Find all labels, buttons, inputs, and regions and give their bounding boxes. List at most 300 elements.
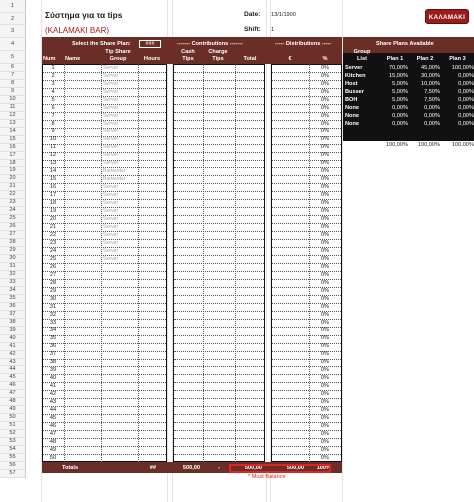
tip-share-group-cell[interactable]: Bartender <box>103 176 126 183</box>
percent-cell: 0% <box>320 287 329 294</box>
tip-share-group-cell[interactable]: Server <box>103 152 119 159</box>
row-line <box>174 382 264 383</box>
plan-3-cell: 0,00% <box>458 104 474 111</box>
plan-3-cell: 0,00% <box>458 80 474 87</box>
row-number: 42 <box>49 391 57 398</box>
row-header[interactable]: 9 <box>0 88 26 96</box>
percent-cell: 0% <box>320 351 329 358</box>
row-line <box>174 104 264 105</box>
row-line <box>272 136 341 137</box>
row-line <box>174 207 264 208</box>
totals-charge: - <box>218 465 220 471</box>
must-balance-note: * Must Balance <box>248 474 286 480</box>
row-line <box>174 247 264 248</box>
row-number: 12 <box>49 152 57 159</box>
column-line <box>101 64 102 462</box>
col-group-2: Group <box>109 56 127 62</box>
row-line <box>272 351 341 352</box>
row-number: 34 <box>49 327 57 334</box>
row-line <box>174 231 264 232</box>
percent-cell: 0% <box>320 407 329 414</box>
plan-group-cell: None <box>345 104 359 111</box>
row-line <box>272 271 341 272</box>
percent-cell: 0% <box>320 430 329 437</box>
row-header[interactable]: 6 <box>0 64 26 72</box>
row-header[interactable]: 43 <box>0 359 26 367</box>
plan-2-cell: 7,50% <box>424 96 440 103</box>
plan-1-cell: 0,00% <box>392 112 408 119</box>
row-header[interactable]: 2 <box>0 13 26 26</box>
percent-cell: 0% <box>320 231 329 238</box>
row-number: 48 <box>49 438 57 445</box>
row-number: 8 <box>51 120 55 127</box>
row-line <box>174 88 264 89</box>
plan-3-total: 100,00% <box>451 142 474 148</box>
row-line <box>174 128 264 129</box>
tip-share-group-cell[interactable]: Server <box>103 239 119 246</box>
share-plans-title: Share Plans Available <box>376 41 434 47</box>
share-plan-selector[interactable]: ### <box>139 40 161 48</box>
tip-share-group-cell[interactable]: Server <box>103 160 119 167</box>
row-header[interactable]: 50 <box>0 414 26 422</box>
tip-share-group-cell[interactable]: Server <box>103 136 119 143</box>
tip-share-group-cell[interactable]: Server <box>103 184 119 191</box>
percent-cell: 0% <box>320 375 329 382</box>
percent-cell: 0% <box>320 96 329 103</box>
percent-cell: 0% <box>320 239 329 246</box>
plan-1-cell: 5,00% <box>392 96 408 103</box>
row-number: 28 <box>49 279 57 286</box>
tip-share-group-cell[interactable]: Server <box>103 112 119 119</box>
row-header[interactable]: 23 <box>0 199 26 207</box>
row-line <box>272 160 341 161</box>
row-number: 2 <box>51 72 55 79</box>
col-percent: % <box>322 56 328 62</box>
row-header[interactable]: 11 <box>0 104 26 112</box>
percent-cell: 0% <box>320 367 329 374</box>
tip-share-group-cell[interactable]: Server <box>103 216 119 223</box>
totals-euro: 500,00 <box>286 465 304 471</box>
row-line <box>174 311 264 312</box>
row-line <box>174 287 264 288</box>
tip-share-group-cell[interactable]: Server <box>103 80 119 87</box>
row-header[interactable]: 20 <box>0 175 26 183</box>
tip-share-group-cell[interactable]: Server <box>103 104 119 111</box>
row-number: 44 <box>49 407 57 414</box>
row-header[interactable]: 53 <box>0 438 26 446</box>
row-header[interactable]: 25 <box>0 215 26 223</box>
plan-2-cell: 10,00% <box>421 80 440 87</box>
row-header[interactable]: 3 <box>0 25 26 38</box>
row-line <box>272 287 341 288</box>
row-number: 41 <box>49 383 57 390</box>
row-line <box>174 438 264 439</box>
plan-group-cell: None <box>345 120 359 127</box>
percent-cell: 0% <box>320 255 329 262</box>
row-header[interactable]: 26 <box>0 223 26 231</box>
percent-cell: 0% <box>320 399 329 406</box>
row-line <box>174 223 264 224</box>
percent-cell: 0% <box>320 168 329 175</box>
row-number: 16 <box>49 184 57 191</box>
row-line <box>174 72 264 73</box>
row-line <box>174 175 264 176</box>
row-header[interactable]: 57 <box>0 470 26 478</box>
row-number: 21 <box>49 224 57 230</box>
plan-3-cell: 0,00% <box>458 96 474 103</box>
row-header[interactable]: 44 <box>0 366 26 374</box>
row-header[interactable]: 24 <box>0 207 26 215</box>
row-line <box>174 359 264 360</box>
row-line <box>272 414 341 415</box>
row-line <box>272 454 341 455</box>
row-header[interactable]: 34 <box>0 287 26 295</box>
row-line <box>174 271 264 272</box>
row-header[interactable]: 33 <box>0 279 26 287</box>
row-line <box>174 335 264 336</box>
row-number: 39 <box>49 367 57 374</box>
row-header[interactable]: 18 <box>0 160 26 168</box>
column-line <box>64 64 65 462</box>
plan-group-cell: None <box>345 112 359 119</box>
row-header[interactable]: 17 <box>0 152 26 160</box>
row-number: 13 <box>49 160 57 167</box>
row-line <box>272 390 341 391</box>
tip-share-group-cell[interactable]: Server <box>103 120 119 127</box>
plan-1-cell: 70,00% <box>389 64 408 71</box>
row-line <box>174 199 264 200</box>
row-number: 40 <box>49 375 57 382</box>
percent-cell: 0% <box>320 64 329 71</box>
select-plan-label: Select the Share Plan: <box>72 41 131 47</box>
row-number: 43 <box>49 399 57 406</box>
plan-2-cell: 0,00% <box>424 112 440 119</box>
row-number: 38 <box>49 359 57 366</box>
row-line <box>174 343 264 344</box>
row-header[interactable]: 13 <box>0 120 26 128</box>
row-line <box>272 96 341 97</box>
row-line <box>174 152 264 153</box>
row-line <box>174 374 264 375</box>
row-header[interactable]: 14 <box>0 128 26 136</box>
tip-share-group-cell[interactable]: Bartender <box>103 168 126 175</box>
must-balance-highlight <box>229 464 331 473</box>
percent-cell: 0% <box>320 128 329 135</box>
row-line <box>174 446 264 447</box>
row-header[interactable]: 29 <box>0 247 26 255</box>
row-header[interactable]: 32 <box>0 271 26 279</box>
row-line <box>272 112 341 113</box>
row-line <box>174 303 264 304</box>
row-number: 3 <box>51 80 55 87</box>
row-header[interactable]: 30 <box>0 255 26 263</box>
plan-1-header: Plan 1 <box>386 56 404 62</box>
row-line <box>174 366 264 367</box>
tip-share-group-cell[interactable]: Server <box>103 144 119 151</box>
tip-share-group-cell[interactable]: Server <box>103 88 119 95</box>
row-line <box>174 136 264 137</box>
row-line <box>174 255 264 256</box>
row-header[interactable]: 51 <box>0 422 26 430</box>
percent-cell: 0% <box>320 160 329 167</box>
tip-share-group-cell[interactable]: Server <box>103 224 119 230</box>
percent-cell: 0% <box>320 311 329 318</box>
row-header[interactable]: 10 <box>0 96 26 104</box>
row-number: 25 <box>49 255 57 262</box>
row-line <box>174 414 264 415</box>
row-line <box>272 128 341 129</box>
row-number: 36 <box>49 343 57 350</box>
percent-cell: 0% <box>320 438 329 445</box>
kalamaki-logo: ΚΑΛΑΜΑΚΙ <box>425 9 469 24</box>
tip-share-group-cell[interactable]: Server <box>103 72 119 79</box>
row-line <box>272 72 341 73</box>
row-line <box>272 104 341 105</box>
row-number: 17 <box>49 192 57 199</box>
row-line <box>272 366 341 367</box>
row-number: 19 <box>49 208 57 215</box>
tip-share-group-cell[interactable]: Server <box>103 128 119 135</box>
row-line <box>174 295 264 296</box>
row-header[interactable]: 31 <box>0 263 26 271</box>
row-number: 50 <box>49 454 57 461</box>
row-line <box>174 215 264 216</box>
row-line <box>272 422 341 423</box>
tip-share-group-cell[interactable]: Server <box>103 96 119 103</box>
col-name: Name <box>65 56 81 62</box>
row-header[interactable]: 27 <box>0 231 26 239</box>
row-header[interactable]: 56 <box>0 462 26 470</box>
row-number: 32 <box>49 311 57 318</box>
percent-cell: 0% <box>320 192 329 199</box>
col-num: Num <box>43 56 56 62</box>
plan-3-cell: 0,00% <box>458 72 474 79</box>
date-value[interactable]: 13/1/1900 <box>271 12 296 18</box>
row-header[interactable]: 7 <box>0 72 26 80</box>
row-number: 6 <box>51 104 55 111</box>
percent-cell: 0% <box>320 303 329 310</box>
row-header[interactable]: 40 <box>0 335 26 343</box>
row-header[interactable]: 4 <box>0 38 26 51</box>
percent-cell: 0% <box>320 383 329 390</box>
row-line <box>272 247 341 248</box>
row-line <box>272 327 341 328</box>
row-line <box>174 120 264 121</box>
percent-cell: 0% <box>320 271 329 278</box>
row-line <box>272 191 341 192</box>
col-charge-1: Charge <box>208 49 228 55</box>
col-total: Total <box>243 56 257 62</box>
row-line <box>174 183 264 184</box>
percent-cell: 0% <box>320 144 329 151</box>
tip-share-group-cell[interactable]: Server <box>103 64 119 71</box>
row-number: 14 <box>49 168 57 175</box>
row-header[interactable]: 49 <box>0 406 26 414</box>
row-line <box>272 199 341 200</box>
col-cash-1: Cash <box>181 49 195 55</box>
row-header[interactable]: 15 <box>0 136 26 144</box>
row-header[interactable]: 37 <box>0 311 26 319</box>
tip-share-group-cell[interactable]: Server <box>103 247 119 254</box>
row-number: 11 <box>50 144 56 151</box>
totals-total: 500,00 <box>244 465 262 471</box>
row-line <box>174 398 264 399</box>
row-line <box>174 96 264 97</box>
row-line <box>272 263 341 264</box>
row-number: 15 <box>49 176 57 183</box>
row-number: 22 <box>49 231 57 238</box>
row-line <box>272 343 341 344</box>
percent-cell: 0% <box>320 446 329 453</box>
row-line <box>174 454 264 455</box>
percent-cell: 0% <box>320 200 329 207</box>
row-header[interactable]: 36 <box>0 303 26 311</box>
row-header[interactable]: 5 <box>0 51 26 64</box>
row-header[interactable]: 19 <box>0 167 26 175</box>
percent-cell: 0% <box>320 208 329 215</box>
row-line <box>272 382 341 383</box>
plan-1-cell: 15,00% <box>389 72 408 79</box>
col-group-1: Tip Share <box>105 49 131 55</box>
row-header[interactable]: 12 <box>0 112 26 120</box>
plan-1-cell: 0,00% <box>392 104 408 111</box>
tip-share-group-cell[interactable]: Server <box>103 255 119 262</box>
row-header[interactable]: 41 <box>0 343 26 351</box>
row-line <box>272 120 341 121</box>
percent-cell: 0% <box>320 391 329 398</box>
row-number: 31 <box>49 303 57 310</box>
row-header[interactable]: 22 <box>0 191 26 199</box>
row-number: 46 <box>49 423 57 429</box>
row-line <box>174 430 264 431</box>
shift-label: Shift: <box>244 26 261 33</box>
date-label: Date: <box>244 11 261 18</box>
row-header[interactable]: 39 <box>0 327 26 335</box>
percent-cell: 0% <box>320 247 329 254</box>
row-header[interactable]: 16 <box>0 144 26 152</box>
row-header[interactable]: 42 <box>0 351 26 359</box>
row-header[interactable]: 35 <box>0 295 26 303</box>
plan-2-cell: 0,00% <box>424 120 440 127</box>
row-number: 26 <box>49 263 57 270</box>
contributions-header: ------- Contributions ------- <box>177 41 243 47</box>
row-line <box>174 191 264 192</box>
row-header[interactable]: 47 <box>0 390 26 398</box>
row-number: 33 <box>49 319 57 326</box>
row-line <box>174 144 264 145</box>
plan-1-total: 100,00% <box>385 142 408 148</box>
plan-group-cell: BOH <box>345 96 358 103</box>
column-line <box>203 64 204 462</box>
column-line <box>235 64 236 462</box>
plan-2-cell: 0,00% <box>424 104 440 111</box>
row-number: 45 <box>49 415 57 422</box>
percent-cell: 0% <box>320 224 329 230</box>
row-line <box>272 438 341 439</box>
row-number: 5 <box>51 96 55 103</box>
percent-cell: 0% <box>320 359 329 366</box>
row-line <box>174 80 264 81</box>
row-header[interactable]: 48 <box>0 398 26 406</box>
row-header[interactable]: 8 <box>0 80 26 88</box>
percent-cell: 0% <box>320 454 329 461</box>
totals-label: Totals <box>62 465 79 471</box>
row-number: 24 <box>49 247 57 254</box>
plan-2-cell: 45,00% <box>421 64 440 71</box>
row-line <box>174 160 264 161</box>
percent-cell: 0% <box>320 216 329 223</box>
column-line <box>138 64 139 462</box>
plan-3-cell: 0,00% <box>458 88 474 95</box>
row-line <box>174 112 264 113</box>
row-line <box>174 279 264 280</box>
percent-cell: 0% <box>320 327 329 334</box>
row-line <box>272 80 341 81</box>
tip-share-group-cell[interactable]: Server <box>103 200 119 207</box>
row-number: 20 <box>49 216 57 223</box>
row-header[interactable]: 55 <box>0 454 26 462</box>
plan-group-cell: Host <box>345 80 358 87</box>
totals-percent: 100% <box>316 465 331 471</box>
row-number: 10 <box>49 136 57 143</box>
col-euro: € <box>288 56 292 62</box>
row-header[interactable]: 52 <box>0 430 26 438</box>
row-number: 35 <box>49 335 57 342</box>
row-header[interactable]: 28 <box>0 239 26 247</box>
row-number: 18 <box>49 200 57 207</box>
row-header[interactable]: 1 <box>0 0 26 13</box>
plan-2-total: 100,00% <box>417 142 440 148</box>
row-number: 49 <box>49 446 57 453</box>
tip-share-group-cell[interactable]: Server <box>103 208 119 215</box>
row-line <box>272 295 341 296</box>
tip-share-group-cell[interactable]: Server <box>103 192 119 199</box>
shift-value[interactable]: 1 <box>271 27 275 33</box>
row-line <box>174 351 264 352</box>
totals-cash: 500,00 <box>182 465 200 471</box>
row-header[interactable]: 46 <box>0 382 26 390</box>
row-header[interactable]: 21 <box>0 183 26 191</box>
percent-cell: 0% <box>320 415 329 422</box>
tip-share-group-cell[interactable]: Server <box>103 231 119 238</box>
row-line <box>272 255 341 256</box>
row-number: 7 <box>51 112 55 119</box>
percent-cell: 0% <box>320 184 329 191</box>
plan-3-header: Plan 3 <box>449 56 466 62</box>
plan-group-cell: Busser <box>345 88 364 95</box>
totals-hours: ## <box>149 465 156 471</box>
row-line <box>272 303 341 304</box>
percent-cell: 0% <box>320 112 329 119</box>
row-header[interactable]: 38 <box>0 319 26 327</box>
row-line <box>174 319 264 320</box>
column-line <box>309 64 310 462</box>
percent-cell: 0% <box>320 152 329 159</box>
percent-cell: 0% <box>320 279 329 286</box>
row-line <box>272 231 341 232</box>
percent-cell: 0% <box>320 295 329 302</box>
row-line <box>174 327 264 328</box>
plan-2-cell: 7,50% <box>424 88 440 95</box>
percent-cell: 0% <box>320 136 329 143</box>
row-header[interactable]: 54 <box>0 446 26 454</box>
plan-2-cell: 30,00% <box>421 72 440 79</box>
bar-name: (KALAMAKI BAR) <box>45 26 110 35</box>
row-line <box>174 422 264 423</box>
row-header[interactable]: 45 <box>0 374 26 382</box>
percent-cell: 0% <box>320 335 329 342</box>
share-plans-group-1: Group <box>353 49 371 55</box>
